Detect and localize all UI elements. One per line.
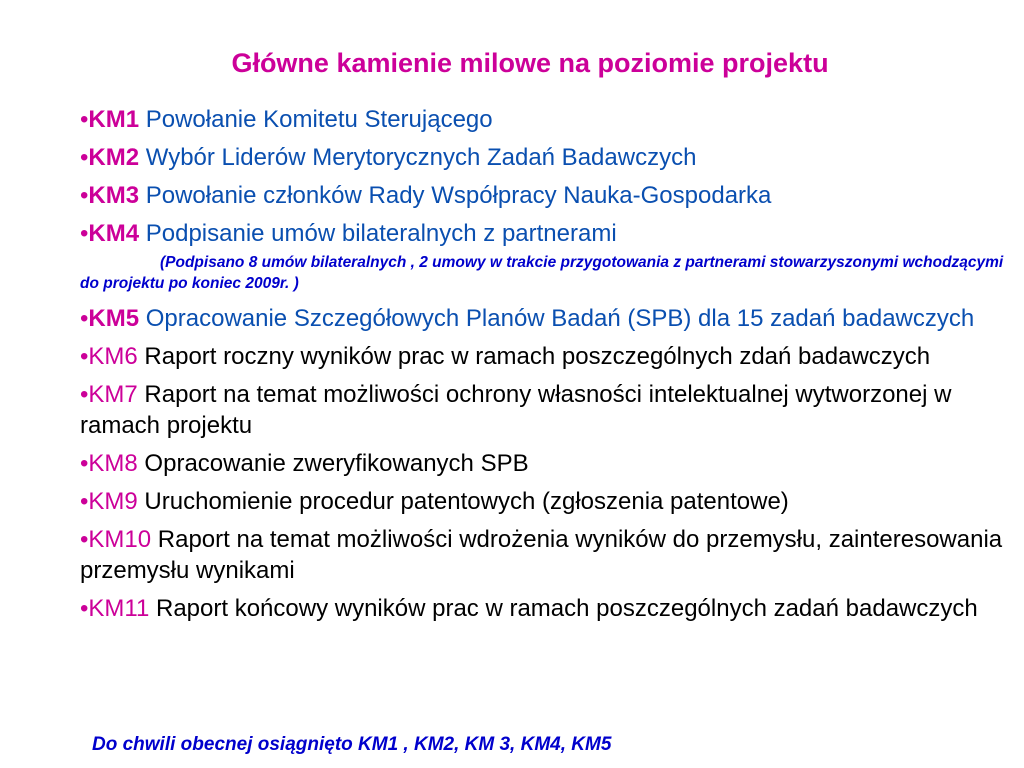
milestone-code: KM9 xyxy=(88,488,138,515)
milestone-code: KM3 xyxy=(88,182,140,209)
list-item-km3 xyxy=(80,180,1020,211)
list-item-km10 xyxy=(80,524,1020,586)
milestone-text: Wybór Liderów Merytorycznych Zadań Badawczych xyxy=(139,144,697,171)
milestone-text: Opracowanie zweryfikowanych SPB xyxy=(137,450,529,477)
milestone-text: Raport końcowy wyników prac w ramach poszczególnych zadań badawczych xyxy=(149,595,978,622)
bullet: • xyxy=(80,182,89,209)
bullet: • xyxy=(80,305,89,332)
list-item-km5 xyxy=(80,303,1020,334)
list-item-km4 xyxy=(80,218,1020,249)
milestone-code: KM6 xyxy=(88,343,138,370)
km4-note: (Podpisano 8 umów bilateralnych , 2 umowy w trakcie przygotowania z partnerami stowarzyszonymi wchodzącymi do projektu po koniec 2009r. ) xyxy=(80,254,1004,292)
list-item-km8 xyxy=(80,448,1020,479)
list-item-km1 xyxy=(80,104,1020,135)
bullet: • xyxy=(80,526,89,553)
milestone-code: KM11 xyxy=(88,595,150,622)
milestone-code: KM10 xyxy=(88,526,152,553)
list-item-km11 xyxy=(80,593,1020,624)
list-item-km6 xyxy=(80,341,1020,372)
page-title: Główne kamienie milowe na poziomie projektu xyxy=(231,48,829,78)
milestone-code: KM7 xyxy=(88,381,138,408)
milestone-list xyxy=(80,104,1020,631)
bullet: • xyxy=(80,381,89,408)
milestone-text: Uruchomienie procedur patentowych (zgłoszenia patentowe) xyxy=(137,488,789,515)
list-item-km7 xyxy=(80,379,1020,441)
list-item-km2 xyxy=(80,142,1020,173)
bullet: • xyxy=(80,144,89,171)
milestone-code: KM2 xyxy=(88,144,140,171)
milestone-text: Powołanie członków Rady Współpracy Nauka-Gospodarka xyxy=(139,182,772,209)
bullet: • xyxy=(80,595,89,622)
bullet: • xyxy=(80,488,89,515)
milestone-code: KM5 xyxy=(88,305,140,332)
achieved-summary: Do chwili obecnej osiągnięto KM1 , KM2, KM 3, KM4, KM5 xyxy=(92,734,612,755)
bullet: • xyxy=(80,450,89,477)
milestone-text: Raport na temat możliwości wdrożenia wyników do przemysłu, zainteresowania przemysłu wynikami xyxy=(80,526,1003,584)
bullet: • xyxy=(80,343,89,370)
milestone-text: Raport roczny wyników prac w ramach poszczególnych zdań badawczych xyxy=(137,343,931,370)
bullet: • xyxy=(80,106,89,133)
milestone-code: KM8 xyxy=(88,450,138,477)
milestone-text: Powołanie Komitetu Sterującego xyxy=(139,106,493,133)
milestone-code: KM1 xyxy=(88,106,140,133)
milestone-text: Opracowanie Szczegółowych Planów Badań (SPB) dla 15 zadań badawczych xyxy=(139,305,975,332)
milestone-code: KM4 xyxy=(88,220,140,247)
milestone-text: Raport na temat możliwości ochrony własności intelektualnej wytworzonej w ramach projektu xyxy=(80,381,952,439)
milestone-text: Podpisanie umów bilateralnych z partnerami xyxy=(139,220,617,247)
bullet: • xyxy=(80,220,89,247)
list-item-km9 xyxy=(80,486,1020,517)
